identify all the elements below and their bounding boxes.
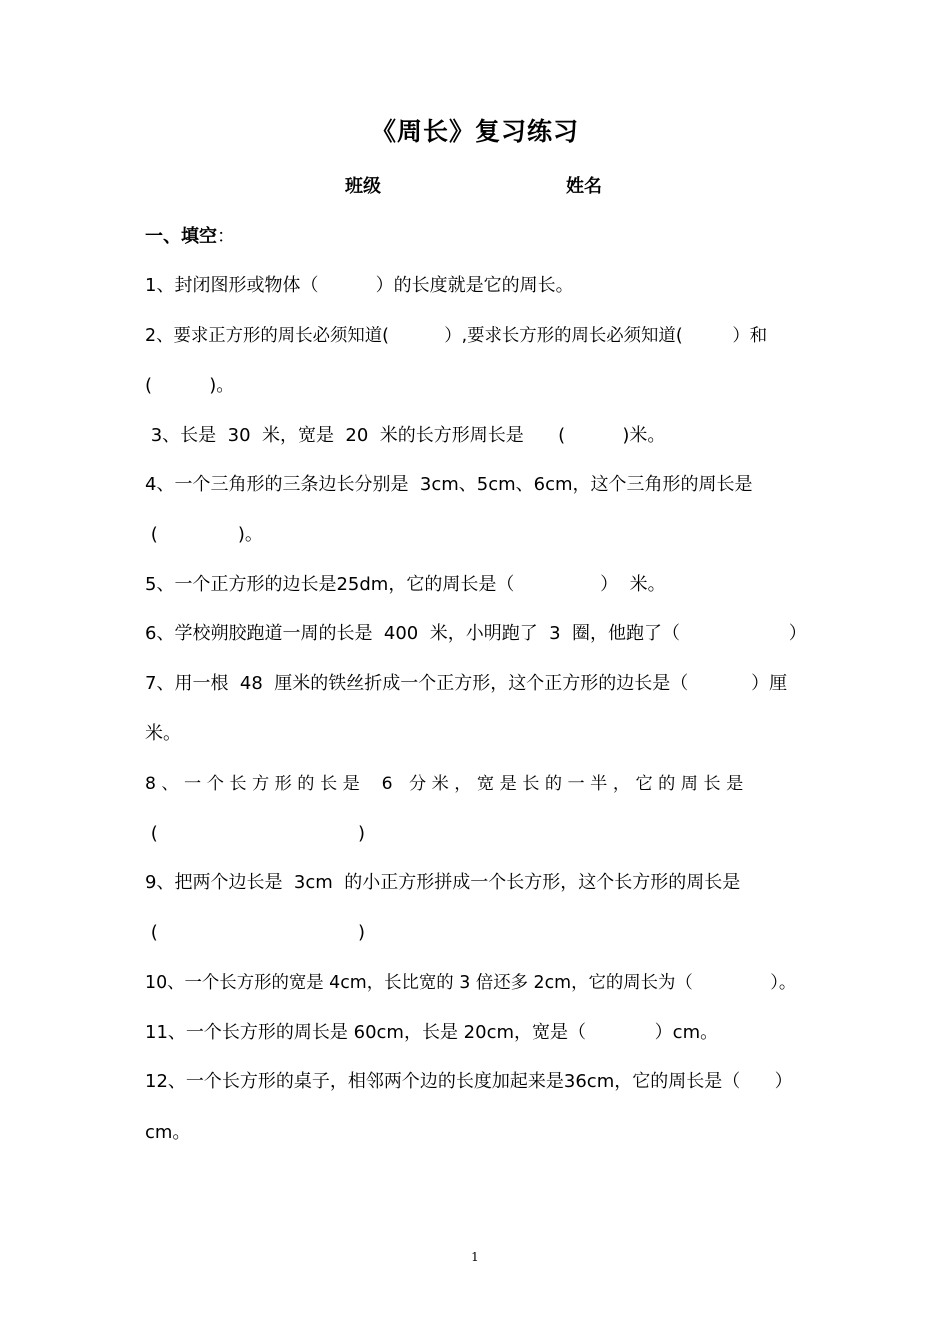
question-2-line-1: 2、要求正方形的周长必须知道( ）,要求长方形的周长必须知道( ）和 xyxy=(145,326,768,346)
question-11: 11、一个长方形的周长是 60cm，长是 20cm，宽是（ ）cm。 xyxy=(145,1022,719,1043)
question-2-line-2: ( )。 xyxy=(145,375,235,396)
question-7-line-2: 米。 xyxy=(145,723,181,744)
section-heading-colon: ： xyxy=(217,226,235,247)
section-heading-text: 一、填空 xyxy=(145,226,217,247)
question-12-line-2: cm。 xyxy=(145,1122,191,1143)
section-heading xyxy=(145,222,235,248)
question-3: 3、长是 30 米，宽是 20 米的长方形周长是 ( )米。 xyxy=(145,425,666,446)
question-6: 6、学校朔胶跑道一周的长是 400 米，小明跑了 3 圈，他跑了（ ） xyxy=(145,623,807,644)
question-4-line-2: ( )。 xyxy=(145,524,263,545)
page-title: 《周长》复习练习 xyxy=(370,117,579,146)
question-12-line-1: 12、一个长方形的桌子，相邻两个边的长度加起来是36cm，它的周长是（ ） xyxy=(145,1071,793,1092)
question-1: 1、封闭图形或物体（ ）的长度就是它的周长。 xyxy=(145,275,574,296)
question-10: 10、一个长方形的宽是 4cm，长比宽的 3 倍还多 2cm，它的周长为（ ）。 xyxy=(145,973,797,993)
page-number: 1 xyxy=(471,1250,479,1264)
question-4-line-1: 4、一个三角形的三条边长分别是 3cm、5cm、6cm，这个三角形的周长是 xyxy=(145,474,753,495)
question-9-line-1: 9、把两个边长是 3cm 的小正方形拼成一个长方形，这个长方形的周长是 xyxy=(145,872,741,893)
question-7-line-1: 7、用一根 48 厘米的铁丝折成一个正方形，这个正方形的边长是（ ）厘 xyxy=(145,673,788,694)
class-label: 班级 xyxy=(345,176,381,197)
question-8-line-1: 8 、 一 个 长 方 形 的 长 是 6 分 米 ， 宽 是 长 的 一 半 ， 它 的 周 长 是 xyxy=(145,774,744,794)
question-9-line-2: ( ) xyxy=(145,922,366,943)
question-5: 5、一个正方形的边长是25dm，它的周长是（ ） 米。 xyxy=(145,574,666,595)
name-label: 姓名 xyxy=(566,176,602,197)
question-8-line-2: ( ) xyxy=(145,823,366,844)
